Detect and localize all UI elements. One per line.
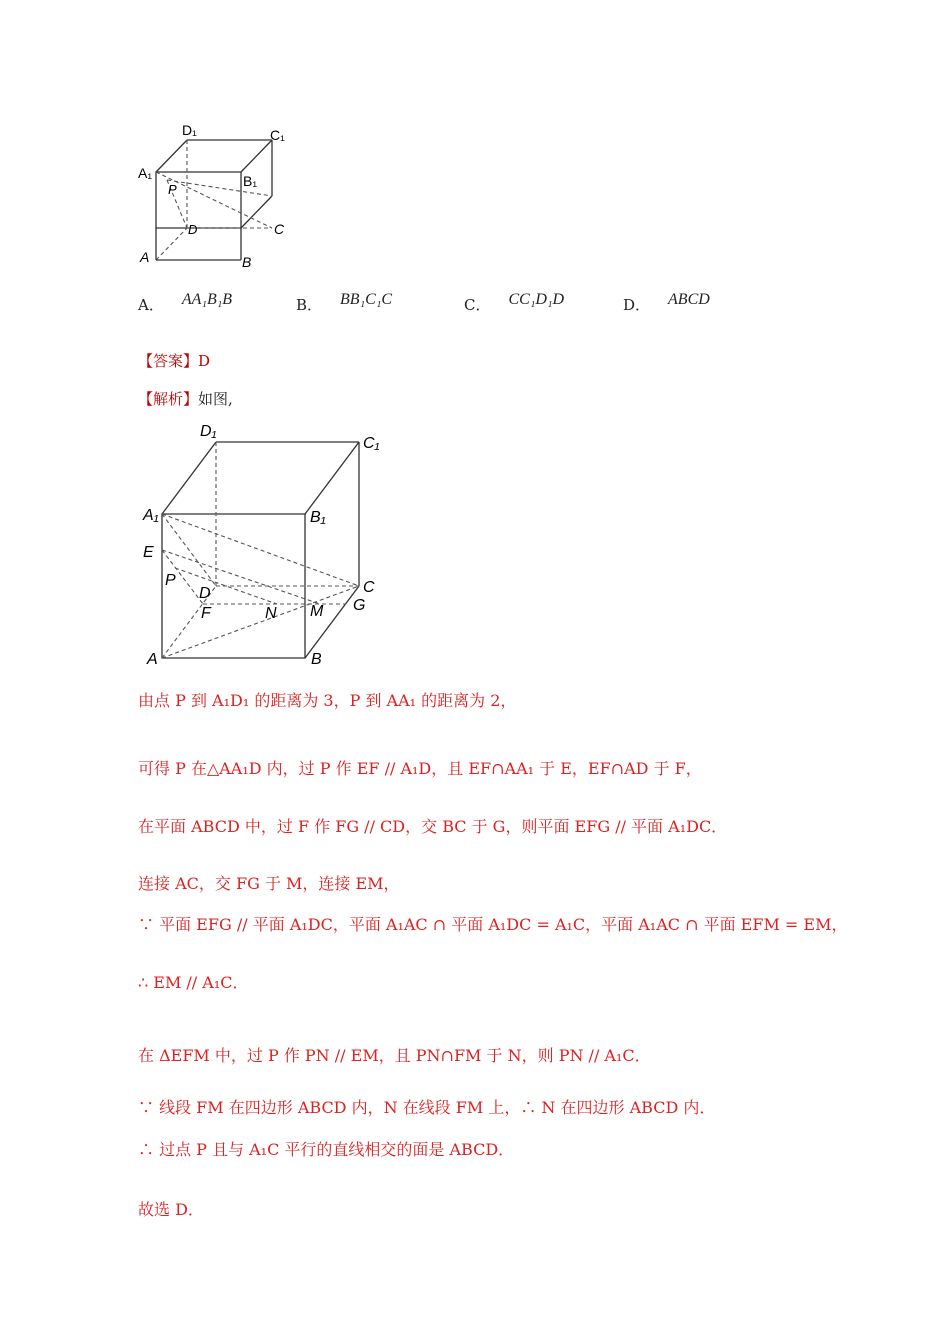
label-m: M: [310, 603, 324, 620]
solution-line-7: 在 ΔEFM 中，过 P 作 PN // EM，且 PN∩FM 于 N，则 PN // A₁C．: [138, 1046, 651, 1065]
label-c: C: [274, 221, 285, 237]
solution-line-5: ∵ 平面 EFG // 平面 A₁DC，平面 A₁AC ∩ 平面 A₁DC = A₁C，平面 A₁AC ∩ 平面 EFM = EM，: [138, 915, 848, 934]
option-a[interactable]: A． AA₁B₁B: [138, 291, 233, 314]
solution-line-8: ∵ 线段 FM 在四边形 ABCD 内，N 在线段 FM 上，∴ N 在四边形 ABCD 内．: [138, 1098, 716, 1117]
option-c[interactable]: C． CC₁D₁D: [464, 291, 565, 314]
label-p: P: [165, 572, 176, 589]
analysis-line: [138, 388, 233, 409]
answer-value: D: [198, 352, 211, 370]
solution-line-4: 连接 AC，交 FG 于 M，连接 EM，: [138, 874, 400, 893]
solution-line-3: 在平面 ABCD 中，过 F 作 FG // CD，交 BC 于 G，则平面 EFG // 平面 A₁DC．: [138, 817, 728, 836]
label-d: D: [188, 222, 198, 237]
label-a: A: [147, 651, 158, 668]
label-e: E: [143, 544, 154, 561]
label-b: B: [242, 254, 252, 270]
solution-line-1: 由点 P 到 A₁D₁ 的距离为 3，P 到 AA₁ 的距离为 2，: [138, 691, 517, 710]
option-b[interactable]: B． BB₁C₁C: [296, 291, 393, 314]
answer-line: [138, 350, 210, 371]
solution-line-2: 可得 P 在△AA₁D 内，过 P 作 EF // A₁D，且 EF∩AA₁ 于 E，EF∩AD 于 F，: [138, 759, 702, 778]
label-f: F: [201, 605, 211, 622]
label-c1: C₁: [270, 127, 285, 143]
label-g: G: [353, 597, 366, 614]
analysis-label: 【解析】: [138, 390, 199, 408]
label-c1: C₁: [363, 435, 380, 452]
label-a1: A₁: [143, 507, 159, 524]
label-b1: B₁: [310, 509, 326, 526]
solution-line-6: ∴ EM // A₁C．: [138, 973, 249, 992]
label-d1: D₁: [200, 423, 217, 440]
label-a: A: [140, 249, 150, 265]
label-b1: B₁: [243, 173, 258, 189]
solution-line-10: 故选 D．: [138, 1200, 204, 1219]
answer-label: 【答案】: [138, 352, 199, 370]
solution-line-9: ∴ 过点 P 且与 A₁C 平行的直线相交的面是 ABCD．: [138, 1140, 515, 1159]
label-d1: D₁: [182, 122, 197, 138]
cube-figure-small: [130, 118, 300, 273]
cube-figure-large: [135, 420, 395, 675]
label-c: C: [363, 579, 375, 596]
label-n: N: [265, 605, 277, 622]
label-b: B: [311, 651, 322, 668]
analysis-text: 如图,: [198, 390, 233, 408]
label-a1: A₁: [138, 165, 153, 181]
option-d[interactable]: D． ABCD: [623, 291, 710, 314]
label-p: P: [168, 182, 177, 197]
label-d: D: [199, 585, 211, 602]
